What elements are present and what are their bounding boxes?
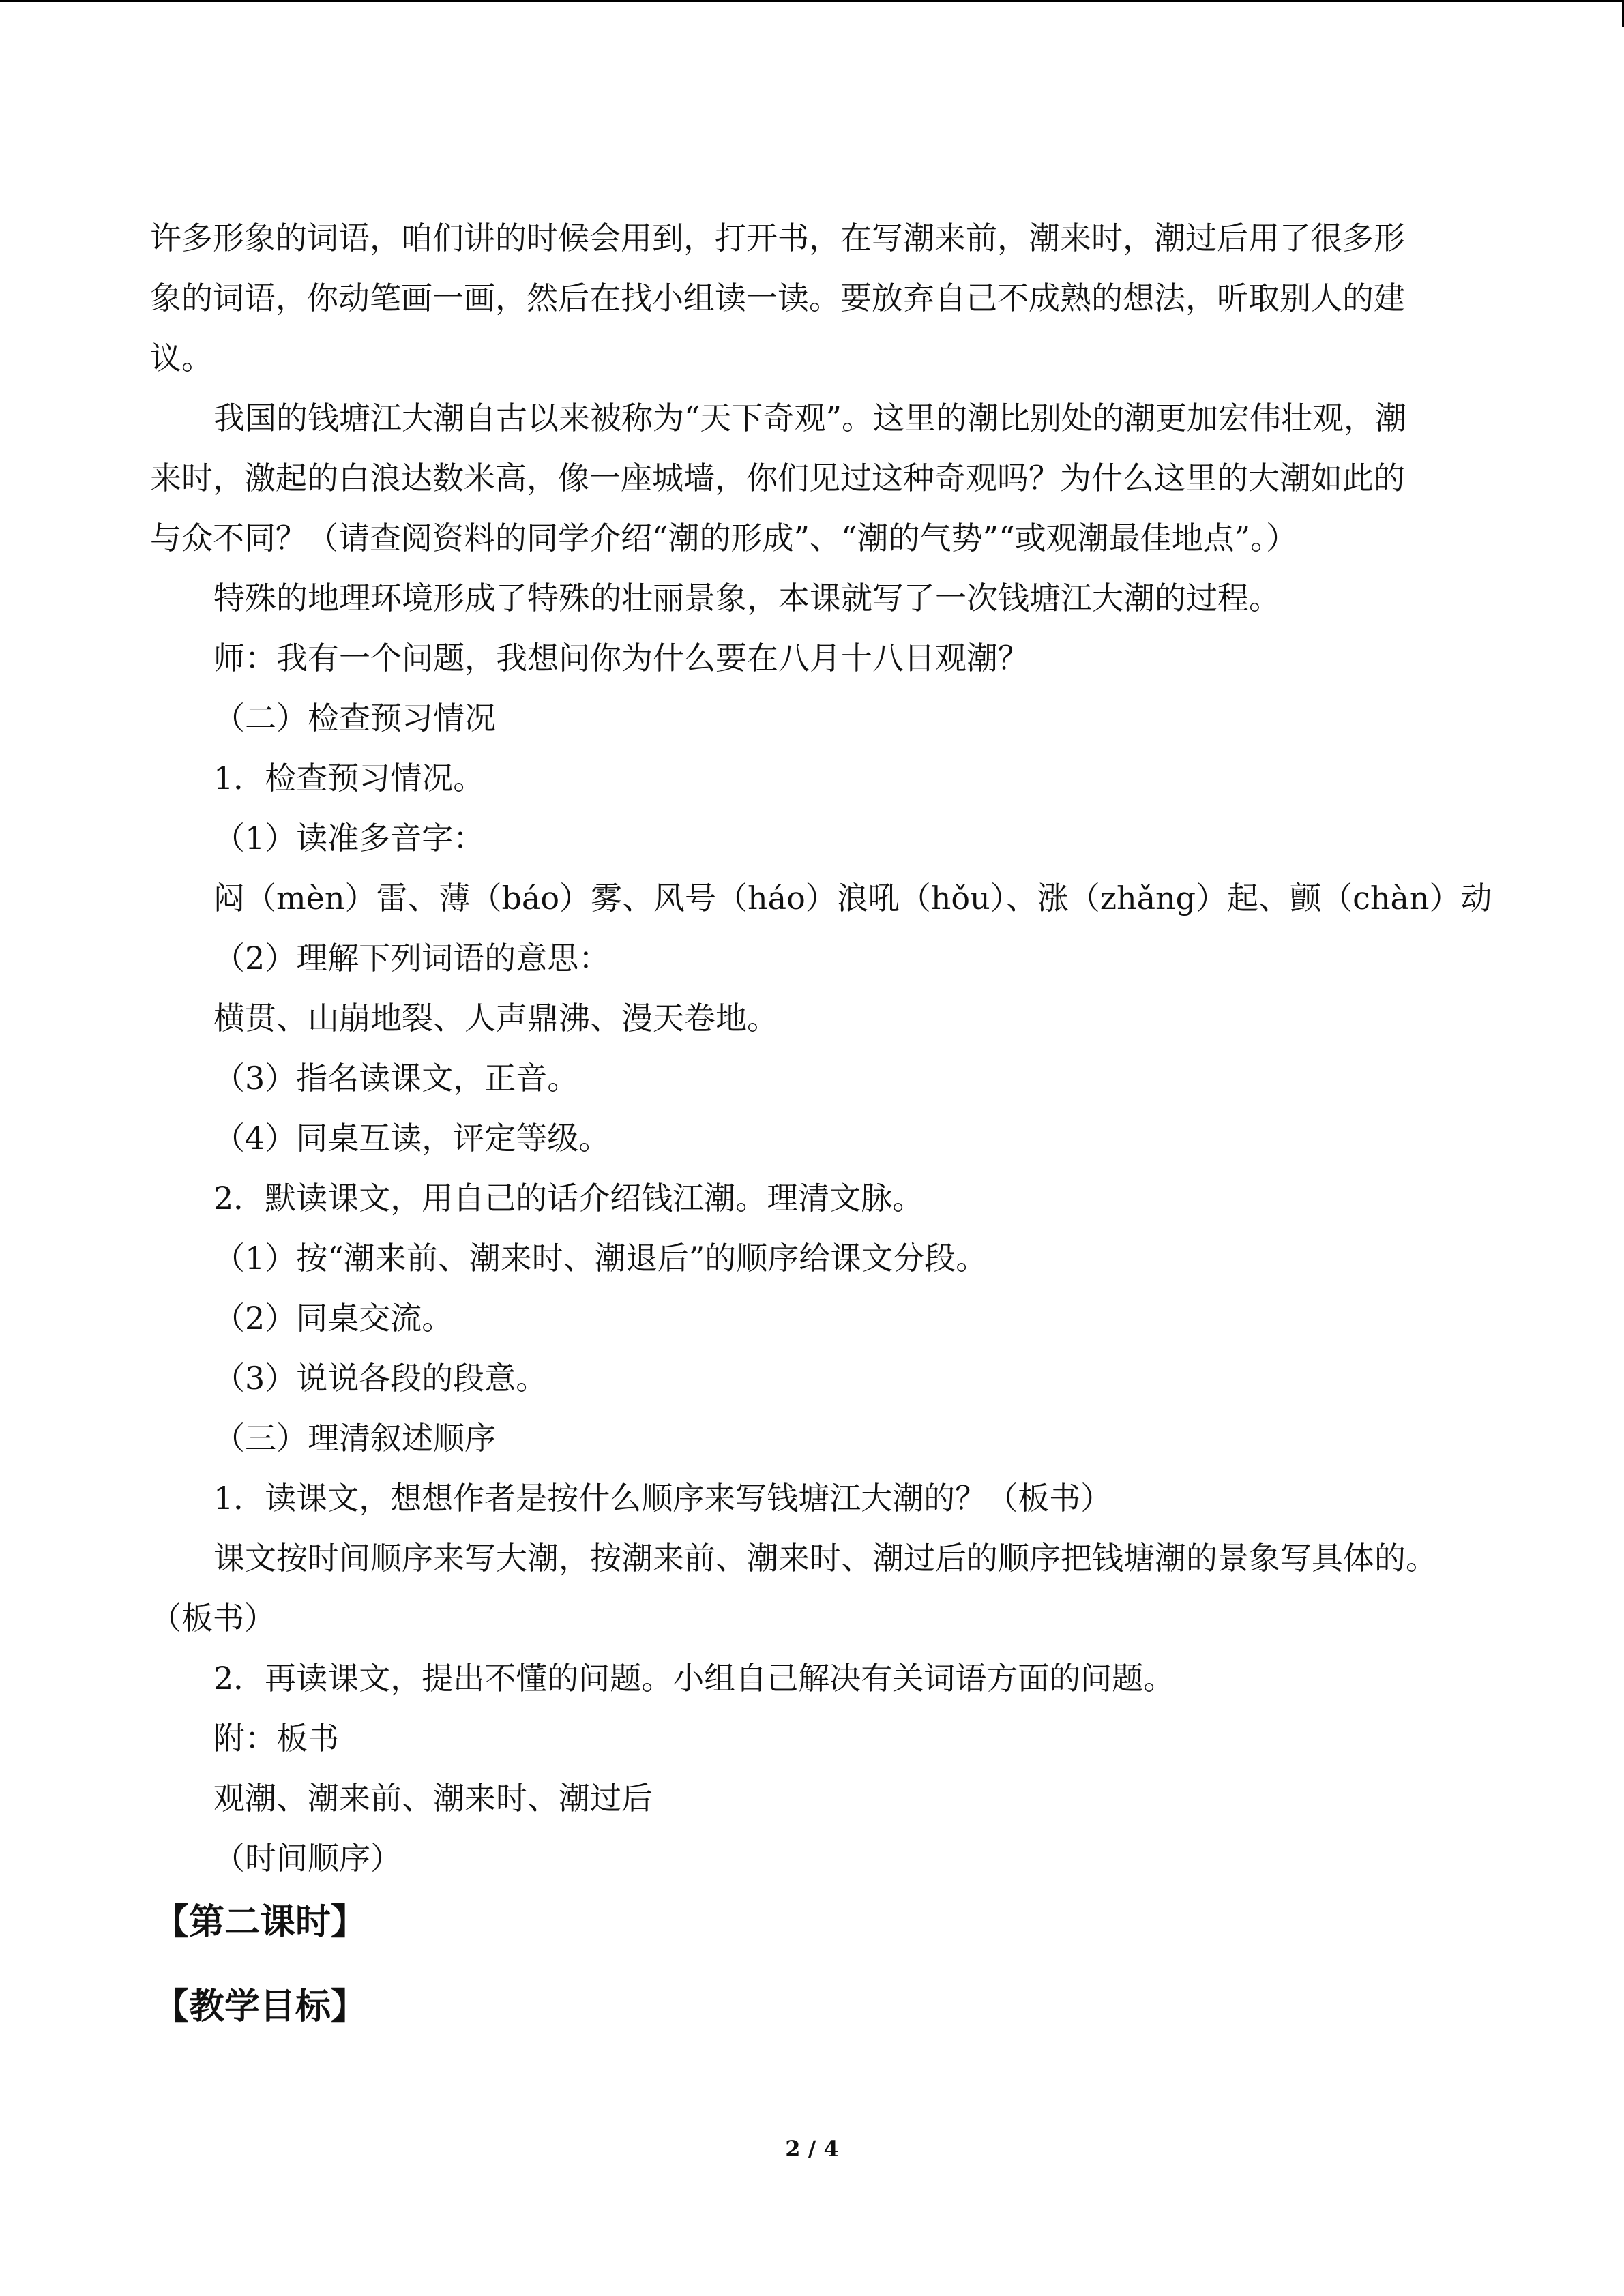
list-item: （2）理解下列词语的意思： (213, 940, 610, 976)
list-item: （4）同桌互读，评定等级。 (213, 1120, 610, 1157)
list-item: 2．再读课文，提出不懂的问题。小组自己解决有关词语方面的问题。 (213, 1660, 1175, 1697)
paragraph-line: 横贯、山崩地裂、人声鼎沸、漫天卷地。 (213, 1000, 778, 1037)
section-subheading: （三）理清叙述顺序 (213, 1420, 496, 1457)
paragraph-line: 来时，激起的白浪达数米高，像一座城墙，你们见过这种奇观吗？为什么这里的大潮如此的 (150, 460, 1405, 496)
paragraph-line: 许多形象的词语，咱们讲的时候会用到，打开书，在写潮来前，潮来时，潮过后用了很多形 (150, 220, 1405, 256)
list-item: 2．默读课文，用自己的话介绍钱江潮。理清文脉。 (213, 1180, 924, 1217)
paragraph-line: 师：我有一个问题，我想问你为什么要在八月十八日观潮？ (213, 640, 1029, 676)
paragraph-line: （板书） (150, 1600, 276, 1637)
top-border-line (0, 0, 1624, 2)
list-item: （1）按“潮来前、潮来时、潮退后”的顺序给课文分段。 (213, 1240, 988, 1277)
section-subheading: （二）检查预习情况 (213, 700, 496, 736)
paragraph-line: 闷（mèn）雷、薄（báo）雾、风号（háo）浪吼（hǒu）、涨（zhǎng）起、颤（chàn）动 (213, 880, 1492, 916)
document-body (150, 208, 1492, 1888)
paragraph-line: 象的词语，你动笔画一画，然后在找小组读一读。要放弃自己不成熟的想法，听取别人的建 (150, 280, 1405, 316)
list-item: （2）同桌交流。 (213, 1300, 454, 1337)
section-heading: 【教学目标】 (153, 1986, 367, 2027)
list-item: （3）说说各段的段意。 (213, 1360, 548, 1397)
paragraph-line: 课文按时间顺序来写大潮，按潮来前、潮来时、潮过后的顺序把钱塘潮的景象写具体的。 (213, 1540, 1437, 1577)
paragraph-line: 附：板书 (213, 1720, 339, 1757)
list-item: （3）指名读课文，正音。 (213, 1060, 579, 1097)
paragraph-line: 与众不同？（请查阅资料的同学介绍“潮的形成”、“潮的气势”“或观潮最佳地点”。） (150, 520, 1298, 556)
list-item: 1．读课文，想想作者是按什么顺序来写钱塘江大潮的？（板书） (213, 1480, 1112, 1517)
paragraph-line: 特殊的地理环境形成了特殊的壮丽景象，本课就写了一次钱塘江大潮的过程。 (213, 580, 1280, 616)
paragraph-line: 我国的钱塘江大潮自古以来被称为“天下奇观”。这里的潮比别处的潮更加宏伟壮观，潮 (213, 400, 1407, 436)
page-number: 2 / 4 (785, 2136, 839, 2162)
list-item: 1．检查预习情况。 (213, 760, 485, 796)
paragraph-line: （时间顺序） (213, 1840, 402, 1877)
list-item: （1）读准多音字： (213, 820, 485, 856)
paragraph-line: 观潮、潮来前、潮来时、潮过后 (213, 1780, 653, 1817)
paragraph-line: 议。 (150, 340, 213, 376)
section-heading: 【第二课时】 (153, 1902, 367, 1943)
